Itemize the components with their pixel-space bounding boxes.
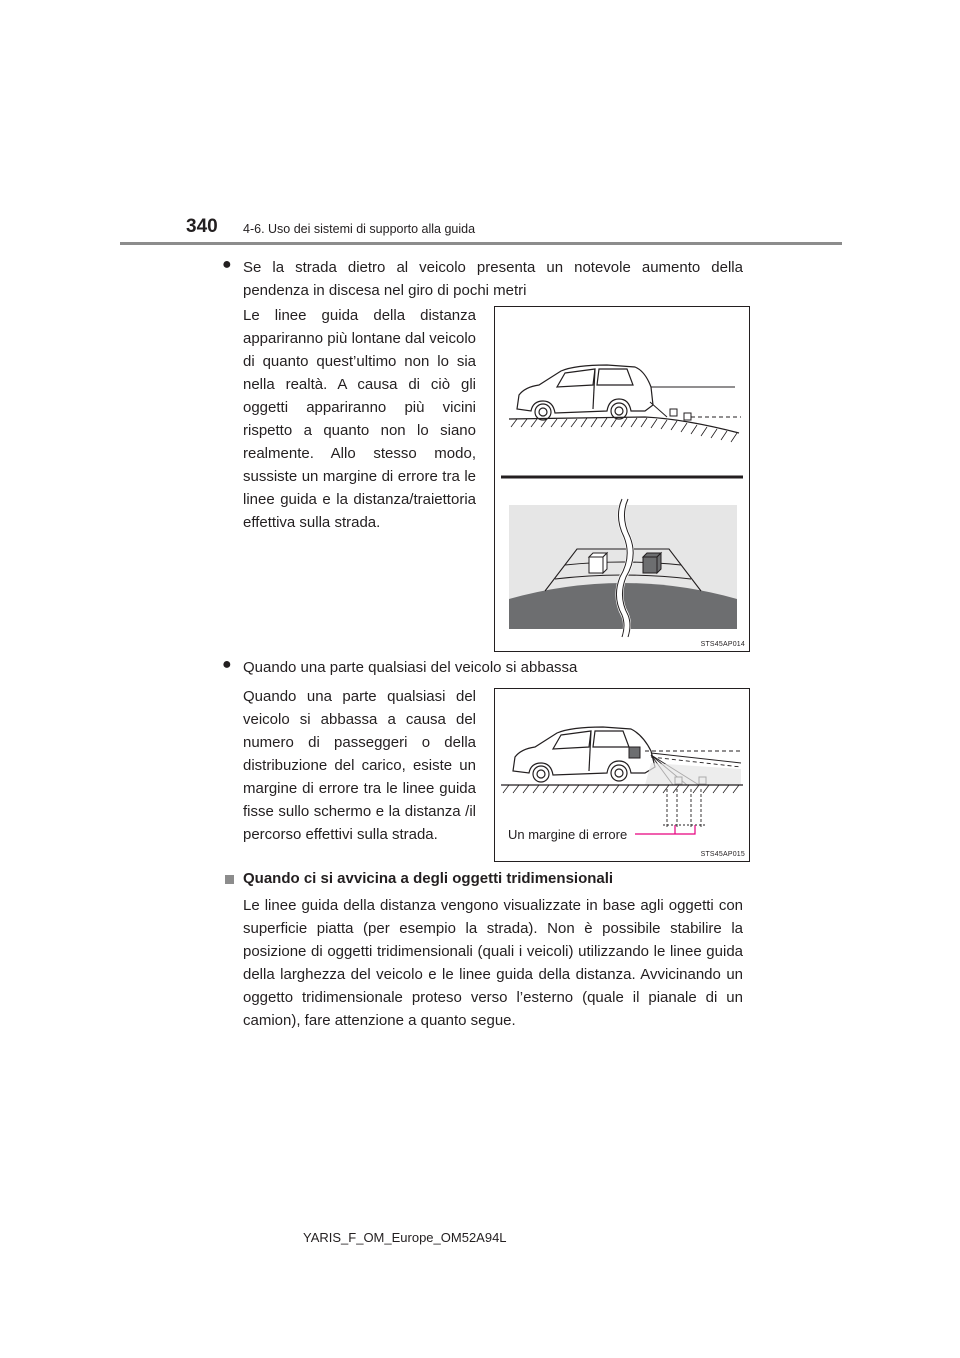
body-line: realmente. Allo stesso modo,	[243, 445, 476, 462]
bullet-1-text: Se la strada dietro al veicolo presenta un notevole aumento della pendenza in discesa nel giro di pochi metri	[243, 259, 743, 299]
bullet-1-body	[243, 304, 476, 534]
body-line: linee guida e la distanza/traiettoria	[243, 491, 476, 508]
body-line: Quando una parte qualsiasi del	[243, 688, 476, 705]
body-line: percorso effettivi sulla strada.	[243, 826, 438, 843]
body-line: rispetto a quanto non lo siano	[243, 422, 476, 439]
page-number: 340	[186, 216, 218, 237]
body-line: appariranno più lontane dal veicolo	[243, 330, 476, 347]
body-line: fisse sullo schermo e la distanza /il	[243, 803, 476, 820]
section-marker-icon	[225, 875, 234, 884]
header-rule	[120, 242, 842, 245]
body-line: oggetto tridimensionale proteso verso l’esterno (quale il pianale di un	[243, 989, 743, 1006]
error-margin-label: Un margine di errore	[508, 827, 628, 842]
body-line: della larghezza del veicolo e le linee guida della distanza. Avvicinando un	[243, 966, 743, 983]
body-line: Le linee guida della distanza vengono visualizzate in base agli oggetti con	[243, 897, 743, 914]
section-body	[243, 894, 743, 1032]
figure-code: STS45AP015	[700, 851, 745, 858]
slope-diagram	[495, 307, 749, 651]
body-line: margine di errore tra le linee guida	[243, 780, 476, 797]
body-line: di quanto quest’ultimo non lo sia	[243, 353, 476, 370]
body-line: nella realtà. A causa di ciò gli	[243, 376, 476, 393]
body-line: oggetti appariranno più vicini	[243, 399, 476, 416]
section-title: 4-6. Uso dei sistemi di supporto alla guida	[243, 222, 476, 236]
camera-screen-icon	[509, 499, 737, 637]
bullet-2-text: Quando una parte qualsiasi del veicolo si abbassa	[243, 659, 578, 676]
section-heading: Quando ci si avvicina a degli oggetti tridimensionali	[243, 870, 614, 887]
body-line: effettiva sulla strada.	[243, 514, 381, 531]
body-line: numero di passeggeri o della	[243, 734, 476, 751]
body-line: veicolo si abbassa a causa del	[243, 711, 476, 728]
error-margin-callout-line	[635, 825, 695, 834]
bullet-icon: ●	[222, 656, 232, 673]
bullet-icon: ●	[222, 256, 232, 273]
body-line: superficie piatta (per esempio la strada). Non è possibile stabilire la	[243, 920, 743, 937]
body-line: Le linee guida della distanza	[243, 307, 476, 324]
body-line: distribuzione del carico, esiste un	[243, 757, 476, 774]
figure-vehicle-lowered-illustration	[494, 688, 750, 862]
figure-slope-illustration	[494, 306, 750, 652]
document-code: YARIS_F_OM_Europe_OM52A94L	[303, 1230, 507, 1245]
figure-code: STS45AP014	[700, 641, 745, 648]
body-line: posizione di oggetti tridimensionali (quali i veicoli) utilizzando le linee guida	[243, 943, 743, 960]
body-line: camion), fare attenzione a quanto segue.	[243, 1012, 516, 1029]
bullet-2-body	[243, 685, 476, 846]
car-icon	[517, 365, 653, 420]
body-line: sussiste un margine di errore tra le	[243, 468, 476, 485]
